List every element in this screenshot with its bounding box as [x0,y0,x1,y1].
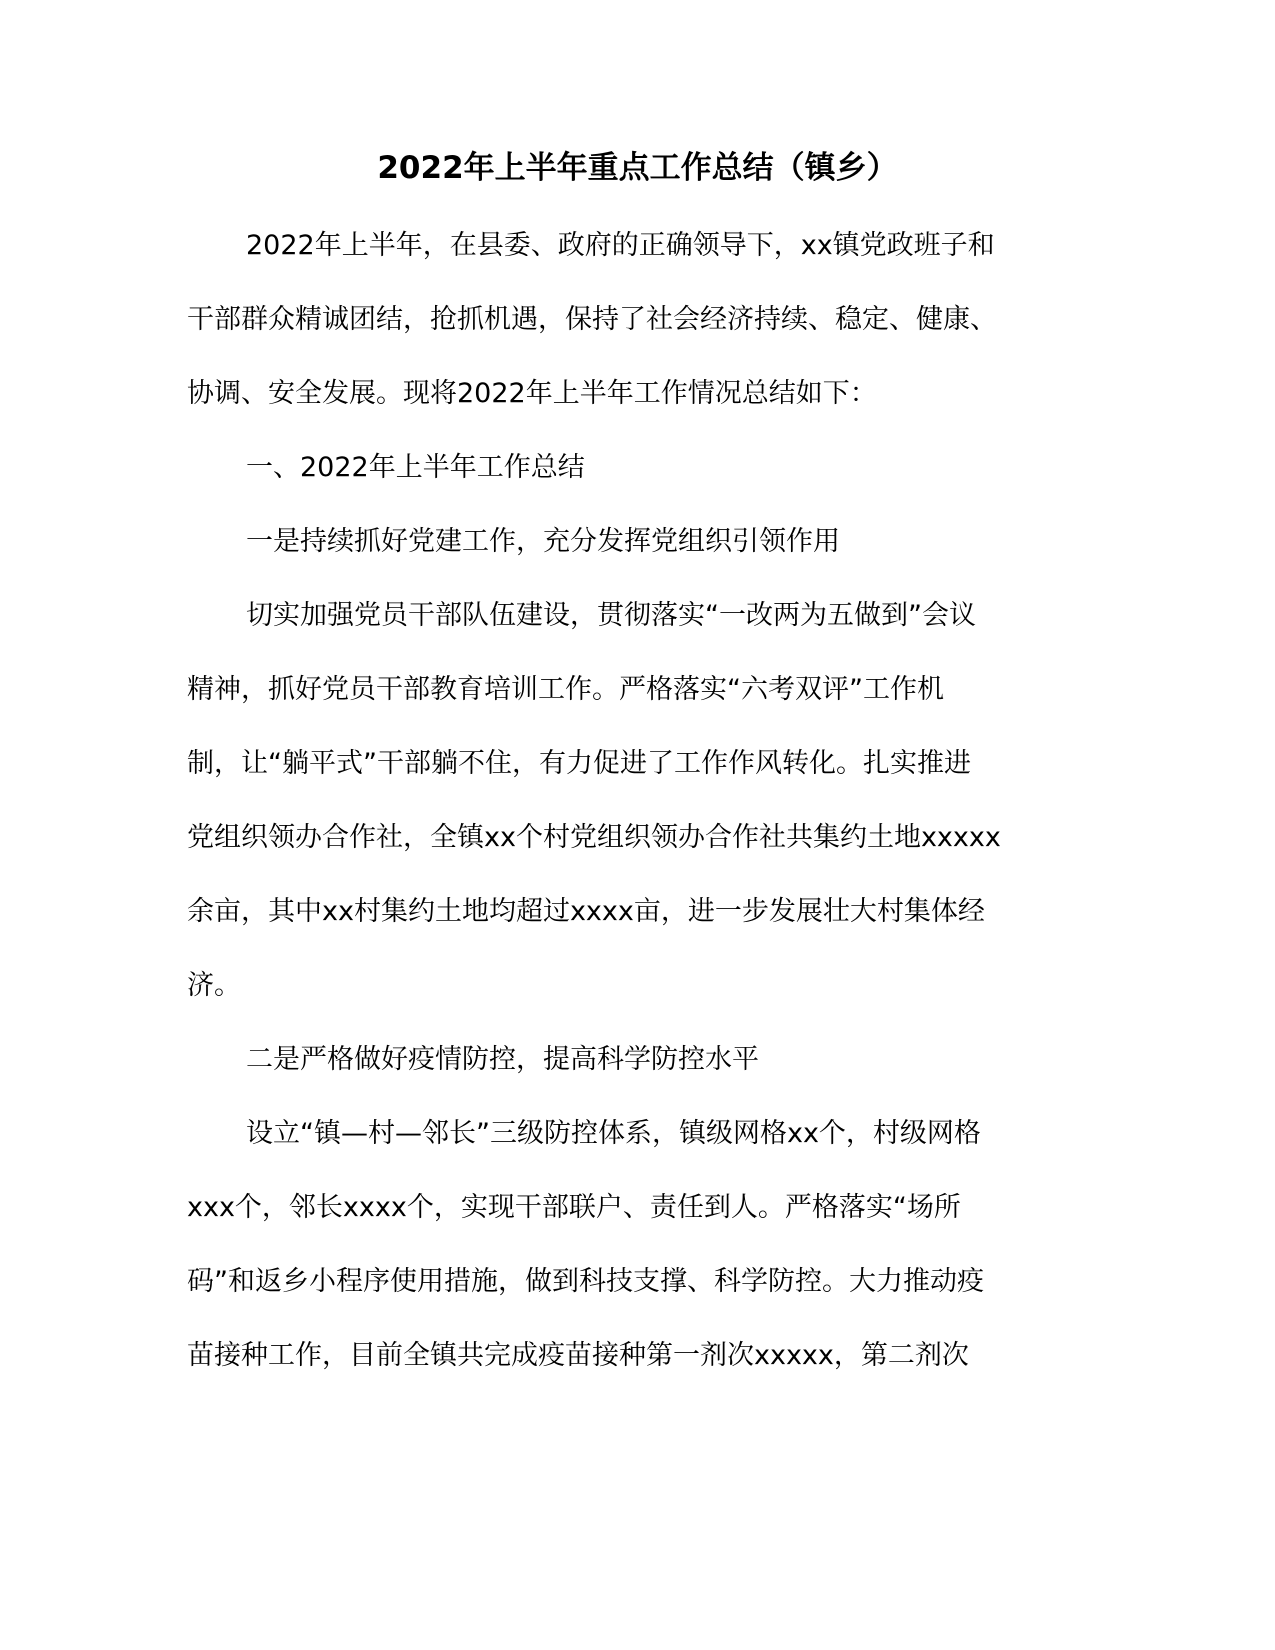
paragraph-line: 济。 [187,970,241,1001]
paragraph-line: 设立“镇—村—邻长”三级防控体系，镇级网格xx个，村级网格 [246,1118,981,1149]
paragraph-line: 苗接种工作，目前全镇共完成疫苗接种第一剂次xxxxx，第二剂次 [187,1340,969,1371]
section-heading: 一、2022年上半年工作总结 [246,452,585,483]
paragraph-line: 协调、安全发展。现将2022年上半年工作情况总结如下： [187,378,877,409]
paragraph-line: 切实加强党员干部队伍建设，贯彻落实“一改两为五做到”会议 [246,600,976,631]
subsection-heading: 一是持续抓好党建工作，充分发挥党组织引领作用 [246,526,840,557]
paragraph-line: 2022年上半年，在县委、政府的正确领导下，xx镇党政班子和 [246,230,995,261]
paragraph-line: 精神，抓好党员干部教育培训工作。严格落实“六考双评”工作机 [187,674,944,705]
paragraph-line: 干部群众精诚团结，抢抓机遇，保持了社会经济持续、稳定、健康、 [187,304,997,335]
paragraph-line: 码”和返乡小程序使用措施，做到科技支撑、科学防控。大力推动疫 [187,1266,984,1297]
subsection-heading: 二是严格做好疫情防控，提高科学防控水平 [246,1044,759,1075]
paragraph-line: 制，让“躺平式”干部躺不住，有力促进了工作作风转化。扎实推进 [187,748,971,779]
paragraph-line: 党组织领办合作社，全镇xx个村党组织领办合作社共集约土地xxxxx [187,822,1001,853]
paragraph-line: xxx个，邻长xxxx个，实现干部联户、责任到人。严格落实“场所 [187,1192,961,1223]
paragraph-line: 余亩，其中xx村集约土地均超过xxxx亩，进一步发展壮大村集体经 [187,896,985,927]
document-title: 2022年上半年重点工作总结（镇乡） [377,150,898,186]
